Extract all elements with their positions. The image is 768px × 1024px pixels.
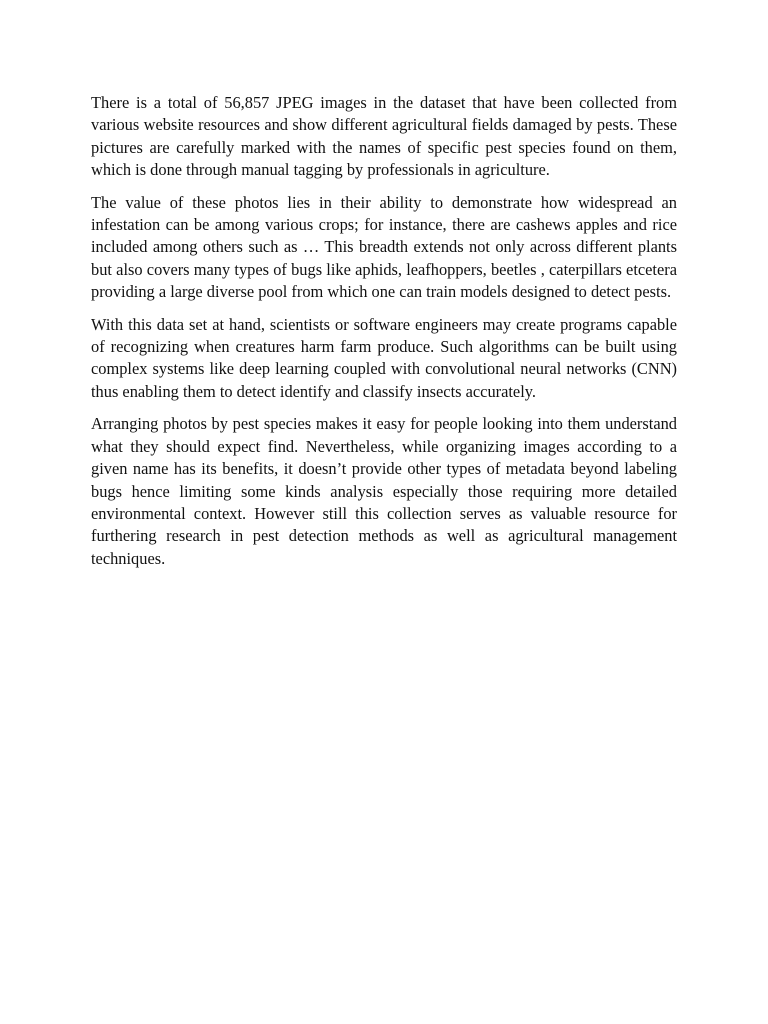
paragraph: The value of these photos lies in their ability to demonstrate how widespread an infestation can be among various crops; for instance, there are cashews apples and rice included among others such as … This breadth extends not only across different plants but also covers many types of bugs like aphids, leafhoppers, beetles , caterpillars etcetera providing a large diverse pool from which one can train models designed to detect pests. [91,192,677,302]
paragraph: Arranging photos by pest species makes it easy for people looking into them understand what they should expect find. Nevertheless, while organizing images according to a given name has its benefits, it doesn’t provide other types of metadata beyond labeling bugs hence limiting some kinds analysis especially those requiring more detailed environmental context. However still this collection serves as valuable resource for furthering research in pest detection methods as well as agricultural management techniques. [91,414,677,568]
paragraph: There is a total of 56,857 JPEG images in the dataset that have been collected from various website resources and show different agricultural fields damaged by pests. These pictures are carefully marked with the names of specific pest species found on them, which is done through manual tagging by professionals in agriculture. [91,93,677,180]
paragraph: With this data set at hand, scientists or software engineers may create programs capable of recognizing when creatures harm farm produce. Such algorithms can be built using complex systems like deep learning coupled with convolutional neural networks (CNN) thus enabling them to detect identify and classify insects accurately. [91,314,677,401]
document-body [91,92,677,580]
